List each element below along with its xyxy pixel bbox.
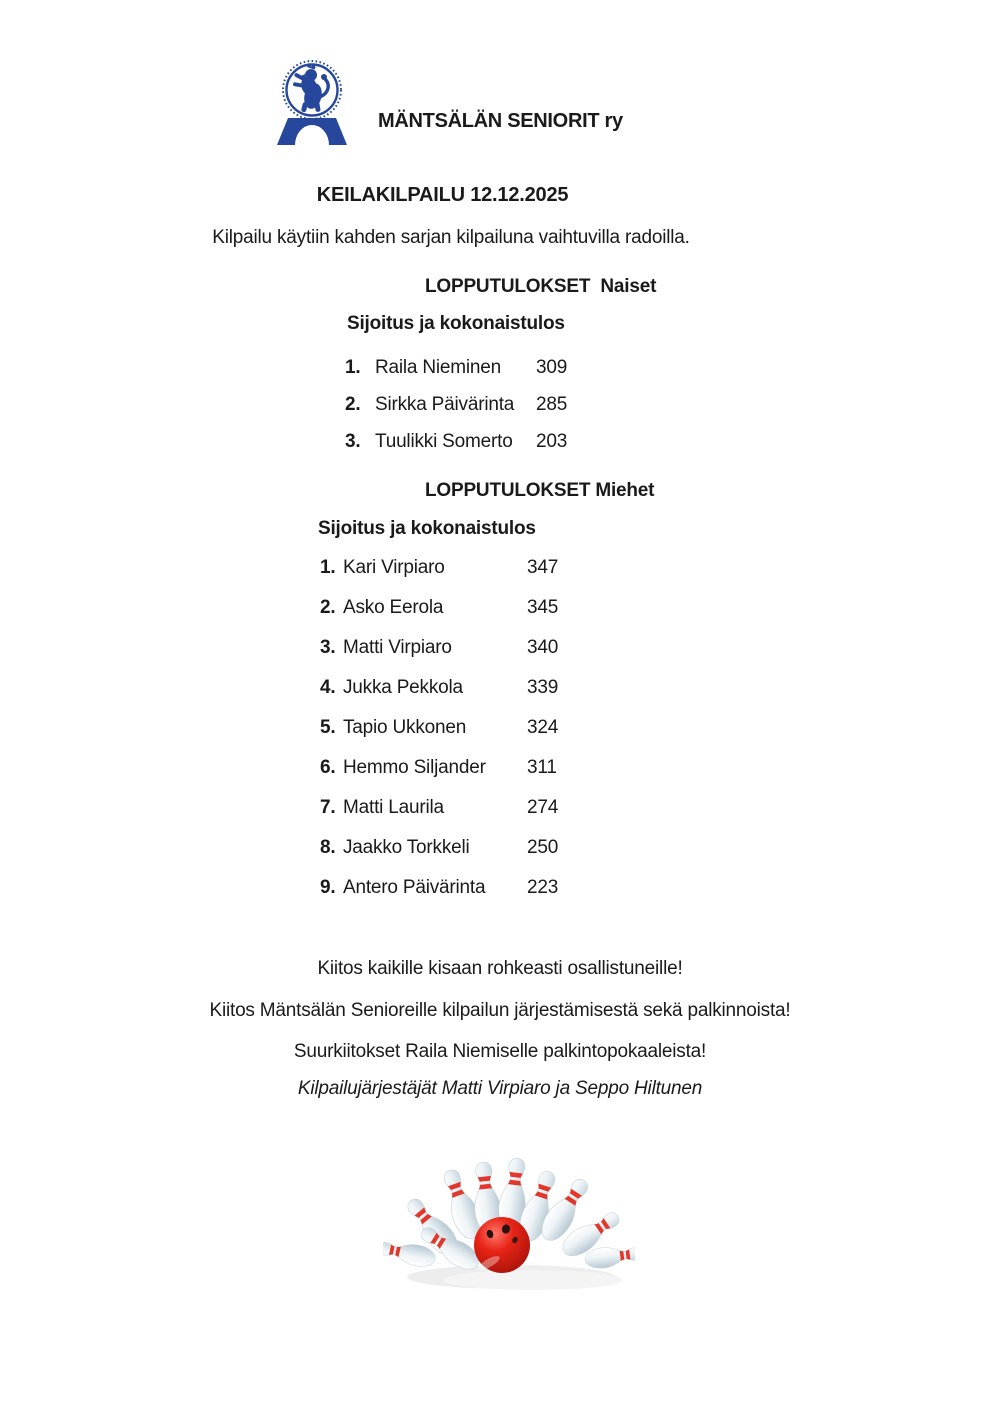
player-name: Hemmo Siljander [343, 757, 486, 778]
score: 347 [527, 557, 559, 578]
result-row [320, 637, 558, 659]
rank: 8. [320, 837, 336, 858]
score: 339 [527, 677, 559, 698]
score: 203 [536, 431, 568, 452]
result-row [345, 357, 567, 379]
rank: 1. [320, 557, 336, 578]
score: 340 [527, 637, 559, 658]
organizers-line: Kilpailujärjestäjät Matti Virpiaro ja Seppo Hiltunen [297, 1078, 703, 1099]
score: 324 [527, 717, 559, 738]
score: 250 [527, 837, 559, 858]
result-row [320, 797, 558, 819]
page-subtitle: Kilpailu käytiin kahden sarjan kilpailuna vaihtuvilla radoilla. [212, 227, 690, 248]
player-name: Asko Eerola [343, 597, 444, 618]
player-name: Jukka Pekkola [343, 677, 463, 698]
page-title: KEILAKILPAILU 12.12.2025 [316, 184, 569, 206]
score: 274 [527, 797, 559, 818]
result-row [320, 837, 558, 859]
score: 309 [536, 357, 568, 378]
section-heading-naiset: LOPPUTULOKSET Naiset [425, 276, 657, 297]
rank: 5. [320, 717, 336, 738]
section-subheading-miehet: Sijoitus ja kokonaistulos [318, 518, 536, 539]
result-row [320, 677, 558, 699]
result-row [345, 394, 567, 416]
score: 285 [536, 394, 568, 415]
rank: 4. [320, 677, 336, 698]
player-name: Tuulikki Somerto [375, 431, 513, 452]
result-row [345, 431, 567, 453]
thanks-line: Suurkiitokset Raila Niemiselle palkintopokaaleista! [293, 1041, 707, 1062]
score: 345 [527, 597, 559, 618]
player-name: Tapio Ukkonen [343, 717, 467, 738]
rank: 1. [345, 357, 361, 378]
score: 311 [527, 757, 557, 778]
score: 223 [527, 877, 559, 898]
mantsala-lion-bridge-emblem-icon [274, 53, 350, 147]
result-row [320, 877, 558, 899]
player-name: Jaakko Torkkeli [343, 837, 470, 858]
thanks-line: Kiitos Mäntsälän Senioreille kilpailun järjestämisestä sekä palkinnoista! [209, 1000, 791, 1021]
player-name: Sirkka Päivärinta [375, 394, 515, 415]
rank: 3. [320, 637, 336, 658]
org-name: MÄNTSÄLÄN SENIORIT ry [378, 110, 623, 132]
thanks-line: Kiitos kaikille kisaan rohkeasti osallistuneille! [317, 958, 683, 979]
section-heading-miehet: LOPPUTULOKSET Miehet [425, 480, 655, 501]
player-name: Raila Nieminen [375, 357, 502, 378]
player-name: Antero Päivärinta [343, 877, 486, 898]
result-row [320, 757, 557, 779]
section-subheading-naiset: Sijoitus ja kokonaistulos [347, 313, 565, 334]
bowling-strike-illustration-icon [383, 1150, 635, 1298]
result-row [320, 597, 558, 619]
player-name: Kari Virpiaro [343, 557, 445, 578]
rank: 2. [320, 597, 336, 618]
rank: 2. [345, 394, 361, 415]
rank: 9. [320, 877, 336, 898]
result-row [320, 557, 558, 579]
rank: 6. [320, 757, 336, 778]
rank: 7. [320, 797, 336, 818]
result-row [320, 717, 558, 739]
player-name: Matti Virpiaro [343, 637, 452, 658]
rank: 3. [345, 431, 361, 452]
player-name: Matti Laurila [343, 797, 444, 818]
